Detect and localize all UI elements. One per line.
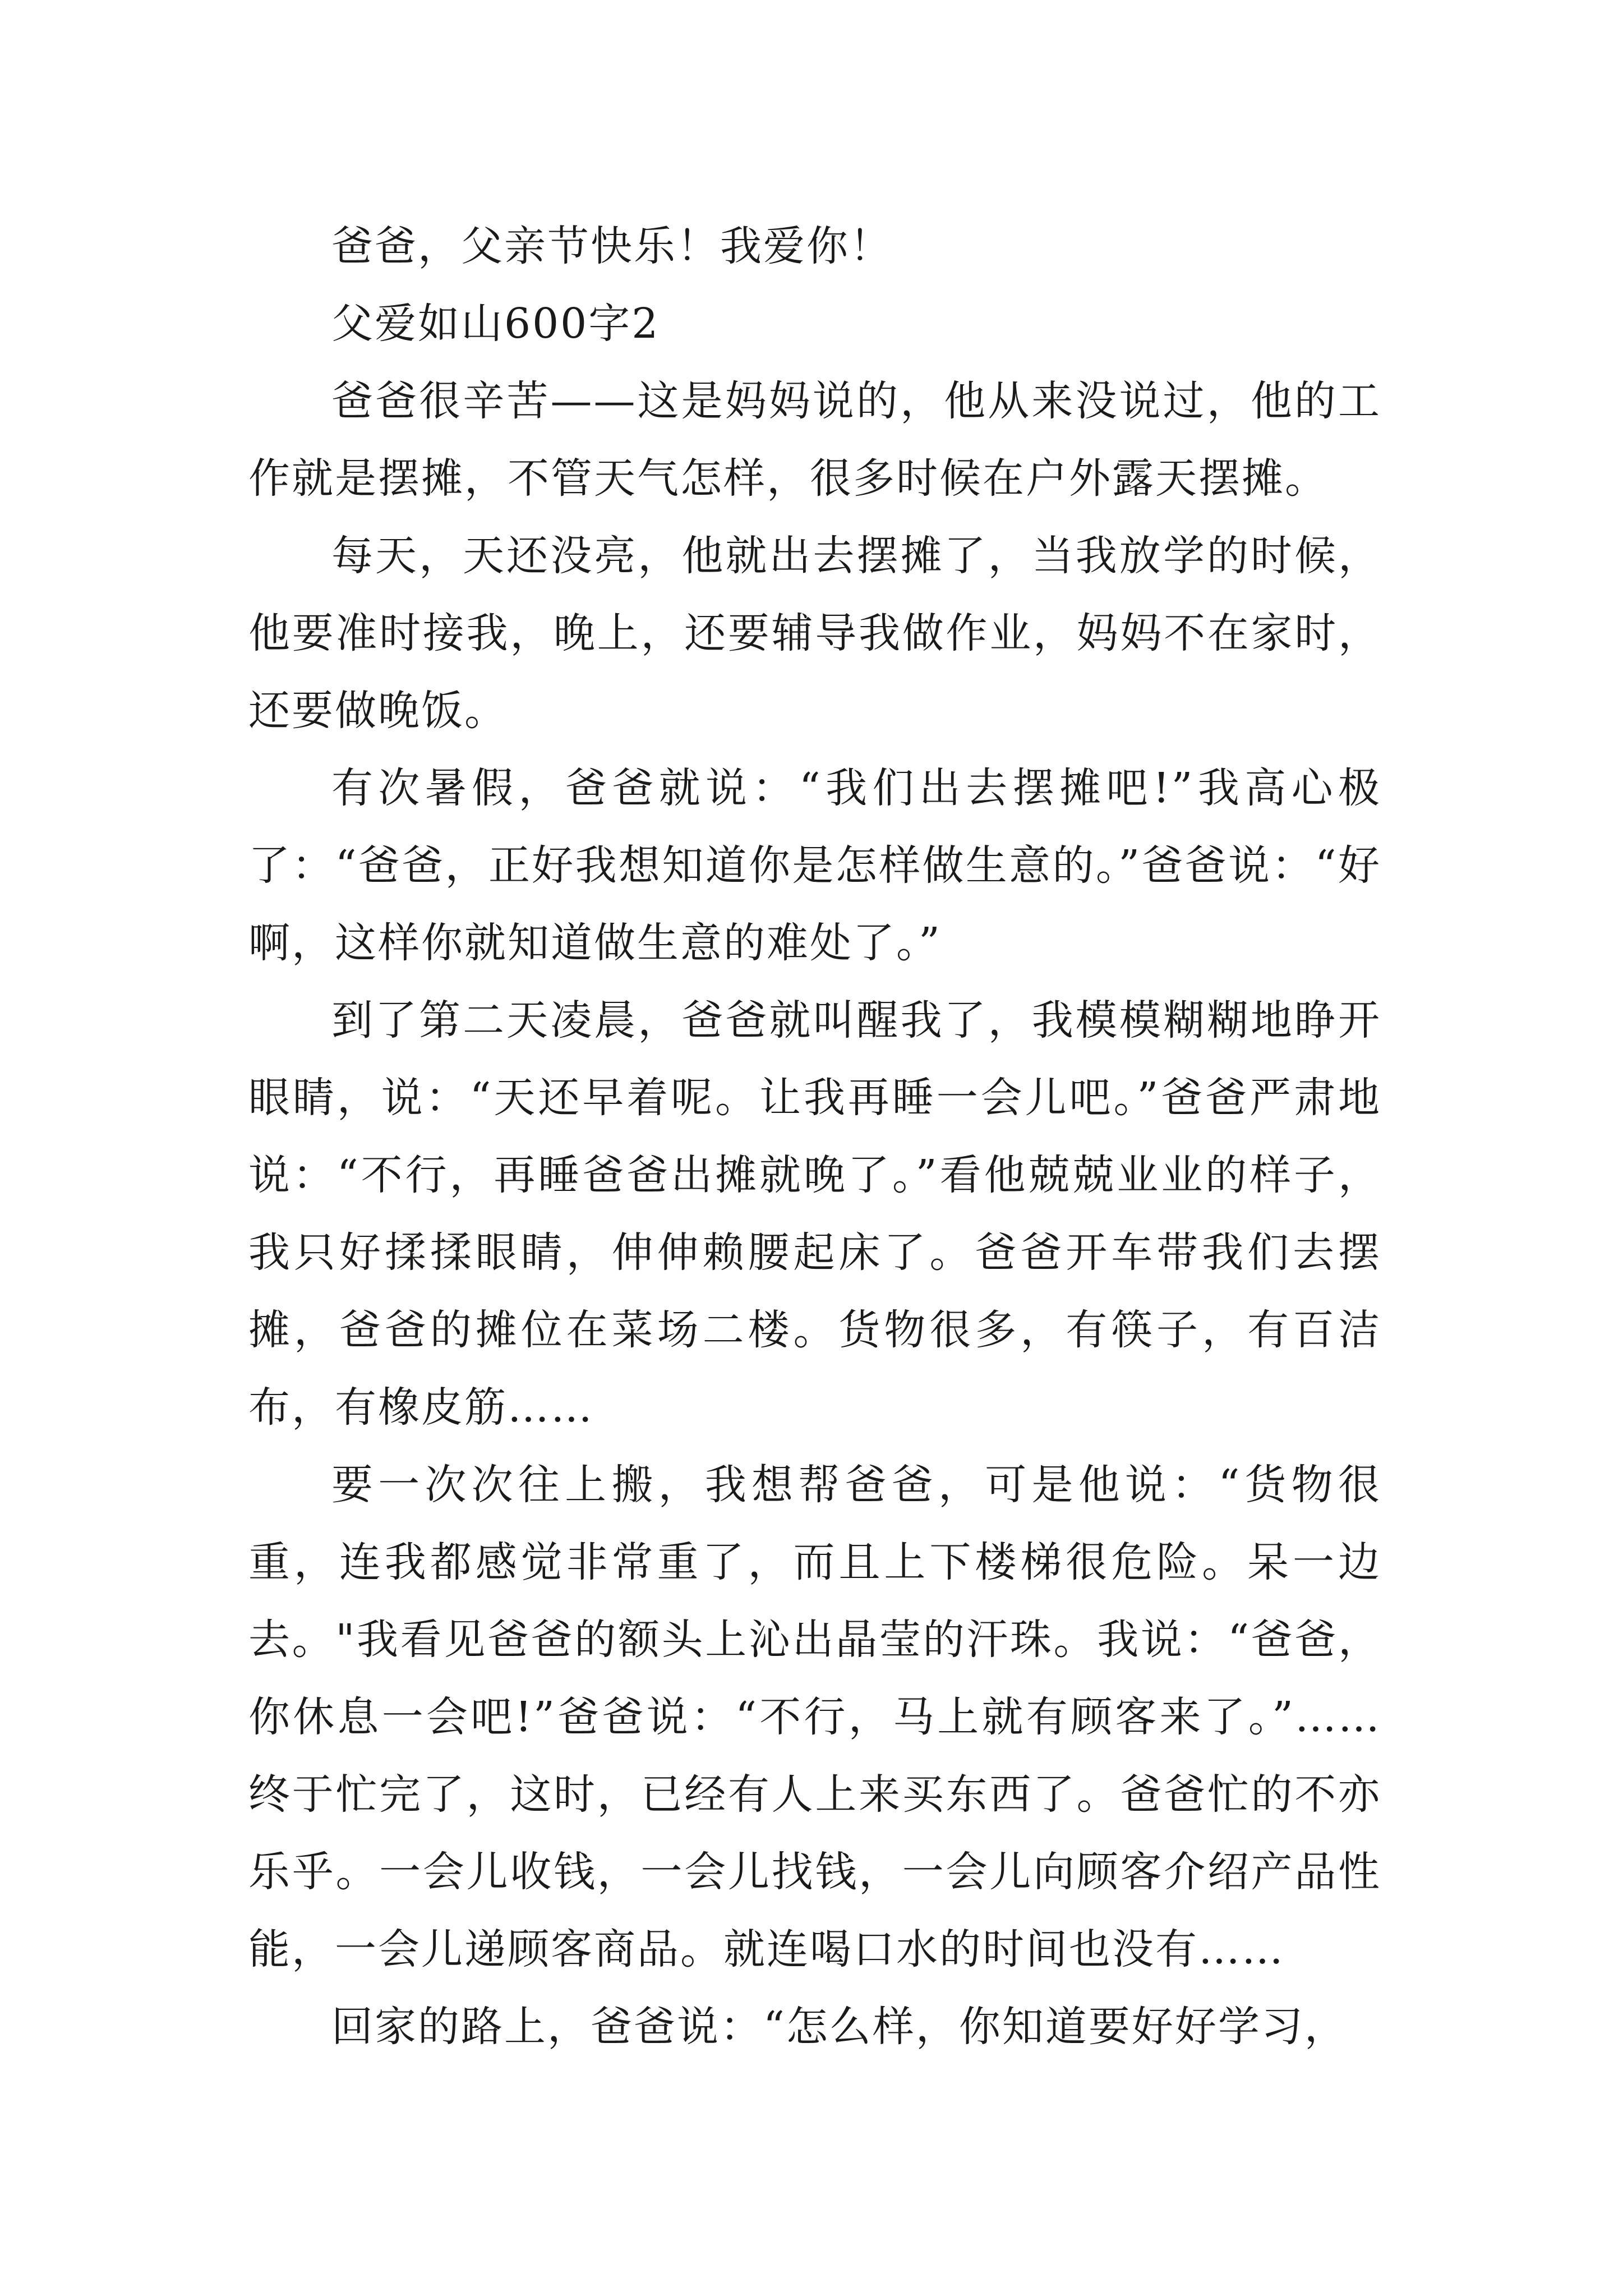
document-body xyxy=(248,208,1381,2065)
essay-title: 父爱如山600字2 xyxy=(331,300,660,348)
paragraph: 要一次次往上搬，我想帮爸爸，可是他说：“货物很重，连我都感觉非常重了，而且上下楼梯很危险。呆一边去。"我看见爸爸的额头上沁出晶莹的汗珠。我说：“爸爸，你休息一会吧!”爸爸说：“不行，马上就有顾客来了。”……终于忙完了，这时，已经有人上来买东西了。爸爸忙的不亦乐乎。一会儿收钱，一会儿找钱，一会儿向顾客介绍产品性能，一会儿递顾客商品。就连喝口水的时间也没有…… xyxy=(248,1461,1381,1973)
paragraph: 有次暑假，爸爸就说：“我们出去摆摊吧!”我高心极了：“爸爸，正好我想知道你是怎样做生意的。”爸爸说：“好啊，这样你就知道做生意的难处了。” xyxy=(248,764,1381,967)
paragraph: 爸爸很辛苦——这是妈妈说的，他从来没说过，他的工作就是摆摊，不管天气怎样，很多时候在户外露天摆摊。 xyxy=(248,377,1381,503)
paragraph: 到了第二天凌晨，爸爸就叫醒我了，我模模糊糊地睁开眼睛，说：“天还早着呢。让我再睡一会儿吧。”爸爸严肃地说：“不行，再睡爸爸出摊就晚了。”看他兢兢业业的样子，我只好揉揉眼睛，伸伸赖腰起床了。爸爸开车带我们去摆摊，爸爸的摊位在菜场二楼。货物很多，有筷子，有百洁布，有橡皮筋…… xyxy=(248,996,1381,1432)
paragraph: 爸爸，父亲节快乐！我爱你！ xyxy=(331,222,893,270)
paragraph: 每天，天还没亮，他就出去摆摊了，当我放学的时候，他要准时接我，晚上，还要辅导我做作业，妈妈不在家时，还要做晚饭。 xyxy=(248,532,1381,735)
paragraph: 回家的路上，爸爸说：“怎么样，你知道要好好学习， xyxy=(331,2003,1348,2051)
